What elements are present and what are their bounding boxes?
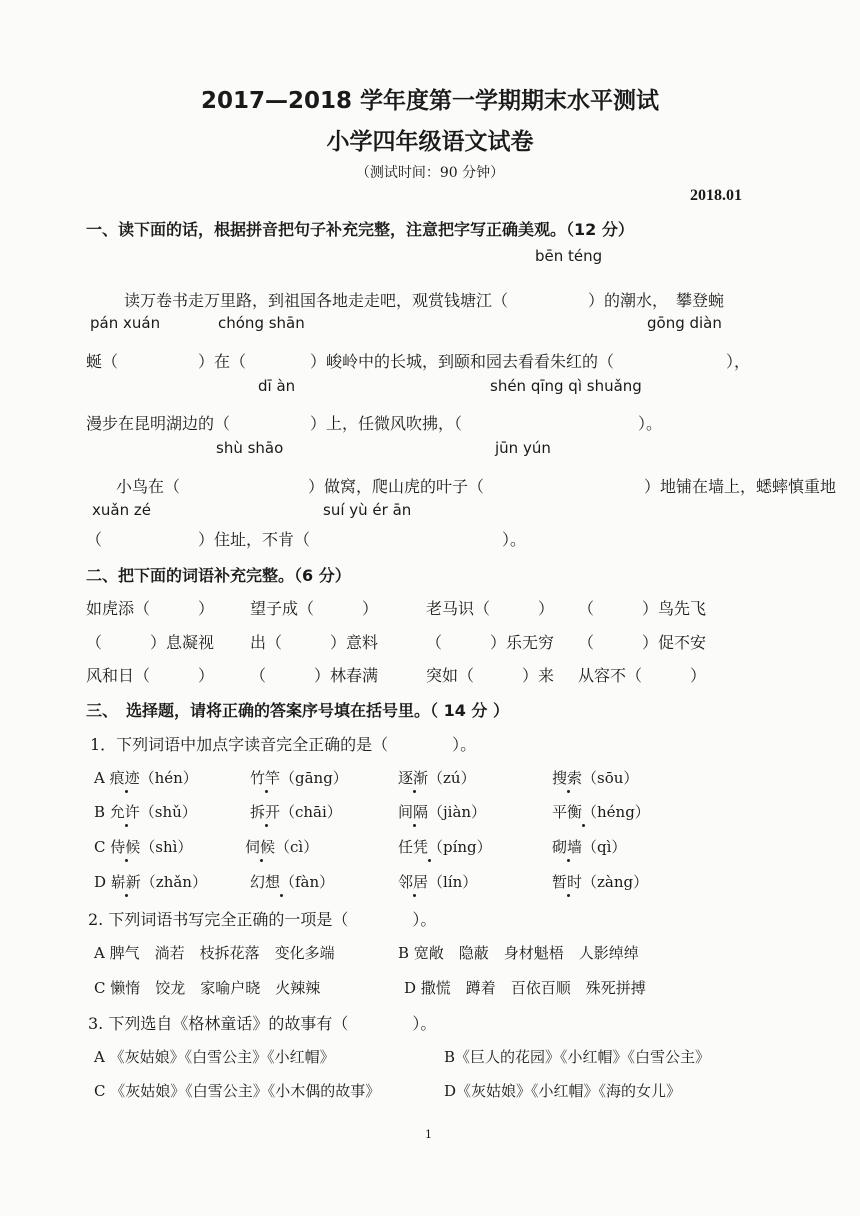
exam-title: 2017—2018 学年度第一学期期末水平测试 [200,88,660,114]
pinyin-label: shén qīng qì shuǎng [490,377,642,395]
q1-option: 竹竿（gāng） [250,769,348,787]
q2-option: C 懒惰 饺龙 家喻户晓 火辣辣 [94,979,321,997]
q1-option: D 崭新（zhǎn） [94,873,207,891]
idiom-item: 风和日（ ） [86,666,215,685]
q1-option: A 痕迹（hén） [94,769,198,787]
idiom-item: 从容不（ ） [578,666,707,685]
fill-sentence-line: 读万卷书走万里路，到祖国各地走走吧，观赏钱塘江（ ）的潮水， 攀登蜿 [124,291,725,310]
section1-heading: 一、读下面的话，根据拼音把句子补充完整，注意把字写正确美观。（12 分） [86,220,634,239]
pinyin-label: dī àn [258,377,296,395]
q1-option: 平衡（héng） [552,803,650,821]
emphasis-dot [265,790,268,793]
q3-option: A 《灰姑娘》《白雪公主》《小红帽》 [94,1048,335,1066]
emphasis-dot [567,894,570,897]
q1-option: 搜索（sōu） [552,769,639,787]
pinyin-label: chóng shān [218,314,305,332]
idiom-item: 突如（ ）来 [426,666,555,685]
exam-time: （测试时间：90 分钟） [355,165,505,181]
q1-option: 逐渐（zú） [398,769,476,787]
idiom-item: 如虎添（ ） [86,599,215,618]
emphasis-dot [582,824,585,827]
q1-option: B 允许（shǔ） [94,803,197,821]
idiom-item: 出（ ）意料 [250,633,379,652]
q1-option: 幻想（fàn） [250,873,335,891]
fill-sentence-line: 小鸟在（ ）做窝，爬山虎的叶子（ ）地铺在墙上，蟋蟀慎重地 [116,477,837,496]
pinyin-label: jūn yún [495,439,551,457]
q3-option: B《巨人的花园》《小红帽》《白雪公主》 [444,1048,711,1066]
pinyin-label: xuǎn zé [92,501,151,519]
emphasis-dot [125,790,128,793]
pinyin-label: shù shāo [216,439,284,457]
pinyin-label: pán xuán [90,314,161,332]
emphasis-dot [125,894,128,897]
emphasis-dot [125,859,128,862]
q2-option: A 脾气 淌若 枝拆花落 变化多端 [94,944,335,962]
q3-option: D《灰姑娘》《小红帽》《海的女儿》 [444,1082,682,1100]
idiom-item: （ ）乐无穷 [426,633,555,652]
section2-heading: 二、把下面的词语补充完整。（6 分） [86,566,351,585]
emphasis-dot [260,859,263,862]
idiom-item: （ ）林春满 [250,666,379,685]
question-2-stem: 2. 下列词语书写完全正确的一项是（ ）。 [88,910,437,929]
q1-option: 拆开（chāi） [250,803,342,821]
pinyin-label: suí yù ér ān [323,501,412,519]
fill-sentence-line: （ ）住址，不肯（ ）。 [86,530,527,549]
q1-option: 伺候（cì） [245,838,319,856]
pinyin-label: gōng diàn [647,314,722,332]
q1-option: 邻居（lín） [398,873,478,891]
exam-date: 2018.01 [690,187,742,204]
page-number: 1 [425,1128,432,1141]
idiom-item: 老马识（ ） [426,599,555,618]
idiom-item: （ ）促不安 [578,633,707,652]
emphasis-dot [413,790,416,793]
q1-option: 任凭（píng） [398,838,492,856]
q1-option: 暂时（zàng） [552,873,649,891]
emphasis-dot [280,894,283,897]
section3-heading: 三、 选择题，请将正确的答案序号填在括号里。（ 14 分 ） [86,701,509,720]
emphasis-dot [567,790,570,793]
idiom-item: 望子成（ ） [250,599,379,618]
exam-subtitle: 小学四年级语文试卷 [326,129,534,155]
fill-sentence-line: 蜒（ ）在（ ）峻岭中的长城，到颐和园去看看朱红的（ ）， [86,352,751,371]
q2-option: D 撒慌 蹲着 百依百顺 殊死拼搏 [404,979,646,997]
fill-sentence-line: 漫步在昆明湖边的（ ）上，任微风吹拂，（ ）。 [86,414,663,433]
emphasis-dot [125,824,128,827]
emphasis-dot [567,859,570,862]
idiom-item: （ ）息凝视 [86,633,215,652]
emphasis-dot [428,859,431,862]
q1-option: C 侍候（shì） [94,838,193,856]
q1-option: 砌墙（qì） [552,838,627,856]
emphasis-dot [413,894,416,897]
pinyin-label: bēn téng [535,247,603,265]
q2-option: B 宽敞 隐蔽 身材魁梧 人影绰绰 [398,944,639,962]
question-3-stem: 3. 下列选自《格林童话》的故事有（ ）。 [88,1014,437,1033]
q3-option: C 《灰姑娘》《白雪公主》《小木偶的故事》 [94,1082,381,1100]
emphasis-dot [413,824,416,827]
question-1-stem: 1．下列词语中加点字读音完全正确的是（ ）。 [90,735,477,754]
q1-option: 间隔（jiàn） [398,803,487,821]
emphasis-dot [265,824,268,827]
idiom-item: （ ）鸟先飞 [578,599,707,618]
